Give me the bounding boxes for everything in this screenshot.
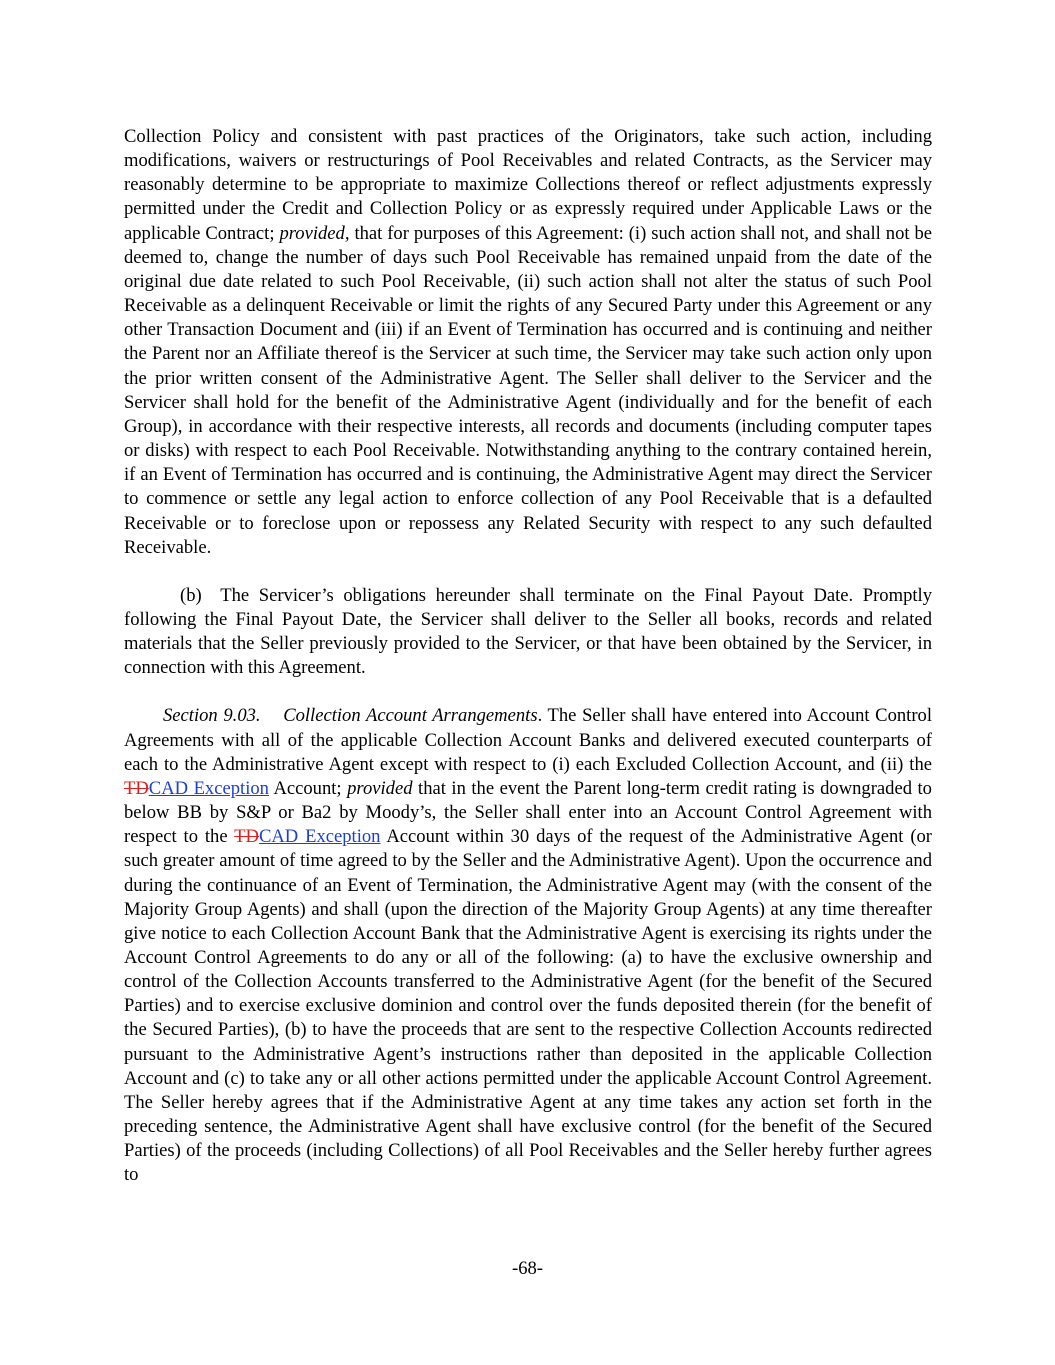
paragraph-text: that in the event the Parent long-term credit rating is downgraded to below BB by S&P or Ba2 by Moody’s, the Seller shall enter into an Account Control Agreement with respect to the: [124, 777, 932, 848]
paragraph-b-obligations: [124, 584, 932, 681]
page-number: -68-: [512, 1258, 543, 1279]
section-9-03: [124, 704, 932, 1187]
paragraph-text: Collection Policy and consistent with past practices of the Originators, take such action, including modifications, waivers or restructurings of Pool Receivables and related Contracts, as the Servicer may reasonably determine to be appropriate to maximize Collections thereof or reflect adjustments expressly permitted under the Credit and Collection Policy or as expressly required under Applicable Laws or the applicable Contract;: [124, 126, 932, 244]
paragraph-text: (b) The Servicer’s obligations hereunder shall terminate on the Final Payout Date. Promptly following the Final Payout Date, the Servicer shall deliver to the Seller all books, records and related materials that the Seller previously provided to the Servicer, or that have been obtained by the Servicer, in connection with this Agreement.: [124, 584, 932, 679]
paragraph-servicing-actions: [124, 125, 932, 560]
provided-term: provided,: [279, 222, 350, 244]
section-title: Collection Account Arrangements: [283, 705, 538, 727]
paragraph-text: Account within 30 days of the request of the Administrative Agent (or such greater amount of time agreed to by the Seller and the Administrative Agent). Upon the occurrence and during the continuance of an Event of Termination, the Administrative Agent may (with the consent of the Majority Group Agents) and shall (upon the direction of the Majority Group Agents) at any time thereafter give notice to each Collection Account Bank that the Administrative Agent is exercising its rights under the Account Control Agreements to do any or all of the following: (a) to have the exclusive ownership and control of the Collection Accounts transferred to the Administrative Agent (for the benefit of the Secured Parties) and to exercise exclusive dominion and control over the funds deposited therein (for the benefit of the Secured Parties), (b) to have the proceeds that are sent to the respective Collection Accounts redirected pursuant to the Administrative Agent’s instructions rather than deposited in the applicable Collection Account and (c) to take any or all other actions permitted under the applicable Account Control Agreement. The Seller hereby agrees that if the Administrative Agent at any time takes any action set forth in the preceding sentence, the Administrative Agent shall have exclusive control (for the benefit of the Secured Parties) of the proceeds (including Collections) of all Pool Receivables and the Seller hereby further agrees to: [124, 826, 932, 1186]
deleted-text: TD: [124, 777, 149, 799]
inserted-text: CAD Exception: [148, 777, 269, 799]
deleted-text: TD: [234, 826, 259, 848]
section-number: Section 9.03.: [163, 705, 261, 727]
paragraph-text: Account;: [268, 777, 348, 799]
paragraph-text: . The Seller shall have entered into Account Control Agreements with all of the applicable Collection Account Banks and delivered executed counterparts of each to the Administrative Agent except with respect to (i) each Excluded Collection Account, and (ii) the: [124, 705, 932, 775]
provided-term: provided: [347, 777, 413, 799]
inserted-text: CAD Exception: [258, 826, 381, 848]
document-page: [124, 125, 932, 1188]
paragraph-text: that for purposes of this Agreement: (i) such action shall not, and shall not be deemed to, change the number of days such Pool Receivable has remained unpaid from the date of the original due date related to such Pool Receivable, (ii) such action shall not alter the status of such Pool Receivable as a delinquent Receivable or limit the rights of any Secured Party under this Agreement or any other Transaction Document and (iii) if an Event of Termination has occurred and is continuing and neither the Parent nor an Affiliate thereof is the Servicer at such time, the Servicer may take such action only upon the prior written consent of the Administrative Agent. The Seller shall deliver to the Servicer and the Servicer shall hold for the benefit of the Administrative Agent (individually and for the benefit of each Group), in accordance with their respective interests, all records and documents (including computer tapes or disks) with respect to each Pool Receivable. Notwithstanding anything to the contrary contained herein, if an Event of Termination has occurred and is continuing, the Administrative Agent may direct the Servicer to commence or settle any legal action to enforce collection of any Pool Receivable that is a defaulted Receivable or to foreclose upon or repossess any Related Security with respect to any such defaulted Receivable.: [124, 222, 933, 558]
